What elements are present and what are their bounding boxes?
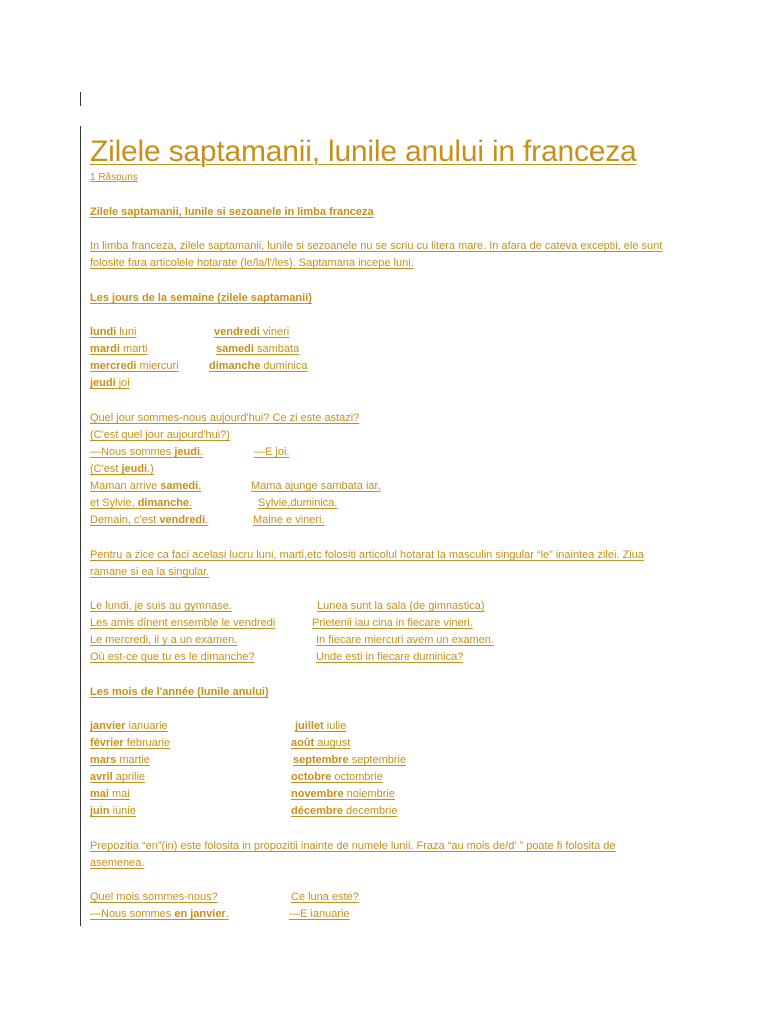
- example-translation: Ce luna este?: [291, 891, 359, 903]
- day-fr: vendredi: [214, 326, 260, 338]
- dialogue-line: Quel jour sommes-nous aujourd'hui? Ce zi este astazi?: [90, 412, 360, 424]
- section-heading-1: Zilele saptamanii, lunile si sezoanele in limba franceza: [90, 206, 374, 218]
- month-row-col2: juillet iulie: [295, 720, 347, 732]
- day-fr: samedi: [216, 343, 254, 355]
- day-fr: dimanche: [209, 360, 261, 372]
- example-line: Le mercredi, il y a un examen.: [90, 634, 238, 646]
- month-row: avril aprilie: [90, 771, 146, 783]
- paragraph-line: ramane si ea la singular.: [90, 566, 210, 578]
- paragraph-line: asemenea.: [90, 857, 145, 869]
- day-row: [90, 341, 147, 358]
- example-translation: Lunea sunt la sala (de gimnastica): [317, 600, 485, 612]
- section-heading-days: Les jours de la semaine (zilele saptamanii): [90, 292, 312, 304]
- day-row: [90, 358, 179, 375]
- intro-line-1: In limba franceza, zilele saptamanii, lunile si sezoanele nu se scriu cu litera mare. In afara de cateva exceptii, ele sunt: [90, 240, 663, 252]
- day-ro: marti: [119, 343, 148, 355]
- article-title[interactable]: Zilele saptamanii, lunile anului in franceza: [90, 135, 637, 168]
- day-fr: jeudi: [90, 377, 116, 389]
- dialogue-line: et Sylvie, dimanche.: [90, 497, 193, 509]
- paragraph-line: Pentru a zice ca faci acelasi lucru luni, marti,etc folositi articolul hotarat la masculin singular “le” inaintea zilei. Ziua: [90, 549, 644, 561]
- dialogue-translation: Mama ajunge sambata iar,: [251, 480, 381, 492]
- day-fr: lundi: [90, 326, 117, 338]
- dialogue-line: (C'est quel jour aujourd'hui?): [90, 429, 230, 441]
- dialogue-line: Maman arrive samedi,: [90, 480, 202, 492]
- day-ro: vineri: [259, 326, 290, 338]
- month-row-col2: octobre octombrie: [291, 771, 383, 783]
- month-row-col2: décembre decembrie: [291, 805, 398, 817]
- month-row: février februarie: [90, 737, 171, 749]
- left-rule-top: [80, 92, 81, 106]
- paragraph-line: Prepozitia “en”(in) este folosita in propozitii inainte de numele lunii. Fraza “au mois de/d' ” poate fi folosita de: [90, 840, 616, 852]
- dialogue-line: Demain, c'est vendredi.: [90, 514, 209, 526]
- day-row-col2: [216, 341, 299, 358]
- example-line: —Nous sommes en janvier.: [90, 908, 229, 920]
- dialogue-line: (C'est jeudi.): [90, 463, 154, 475]
- day-row: [90, 324, 136, 341]
- example-line: Les amis dînent ensemble le vendredi: [90, 617, 276, 629]
- example-translation: Prietenii iau cina in fiecare vineri.: [312, 617, 473, 629]
- month-row: juin iunie: [90, 805, 136, 817]
- left-rule: [80, 126, 81, 926]
- month-row: janvier ianuarie: [90, 720, 168, 732]
- day-fr: mercredi: [90, 360, 137, 372]
- example-line: Le lundi, je suis au gymnase.: [90, 600, 232, 612]
- example-translation: —E ianuarie: [289, 908, 350, 920]
- day-ro: joi: [115, 377, 130, 389]
- day-row: [90, 375, 130, 392]
- dialogue-translation: —E joi.: [254, 446, 290, 458]
- example-line: Quel mois sommes-nous?: [90, 891, 218, 903]
- month-row: mars martie: [90, 754, 150, 766]
- day-row-col2: [214, 324, 289, 341]
- month-row-col2: août august: [291, 737, 351, 749]
- day-ro: sambata: [253, 343, 300, 355]
- day-row-col2: [209, 358, 307, 375]
- month-row-col2: novembre noiembrie: [291, 788, 395, 800]
- day-fr: mardi: [90, 343, 120, 355]
- dialogue-translation: Maine e vineri.: [253, 514, 325, 526]
- dialogue-translation: Sylvie,duminica.: [258, 497, 338, 509]
- day-ro: luni: [116, 326, 137, 338]
- intro-line-2: folosite fara articolele hotarate (le/la/l'/les). Saptamana incepe luni.: [90, 257, 414, 269]
- example-line: Où est-ce que tu es le dimanche?: [90, 651, 255, 663]
- month-row-col2: septembre septembrie: [293, 754, 407, 766]
- example-translation: In fiecare miercuri avem un examen.: [316, 634, 494, 646]
- day-ro: miercuri: [136, 360, 179, 372]
- example-translation: Unde esti in fiecare duminica?: [316, 651, 464, 663]
- section-heading-months: Les mois de l'année (lunile anului): [90, 686, 269, 698]
- month-row: mai mai: [90, 788, 130, 800]
- day-ro: duminica: [260, 360, 308, 372]
- dialogue-line: —Nous sommes jeudi.: [90, 446, 204, 458]
- response-count-link[interactable]: 1 Răspuns: [90, 172, 138, 183]
